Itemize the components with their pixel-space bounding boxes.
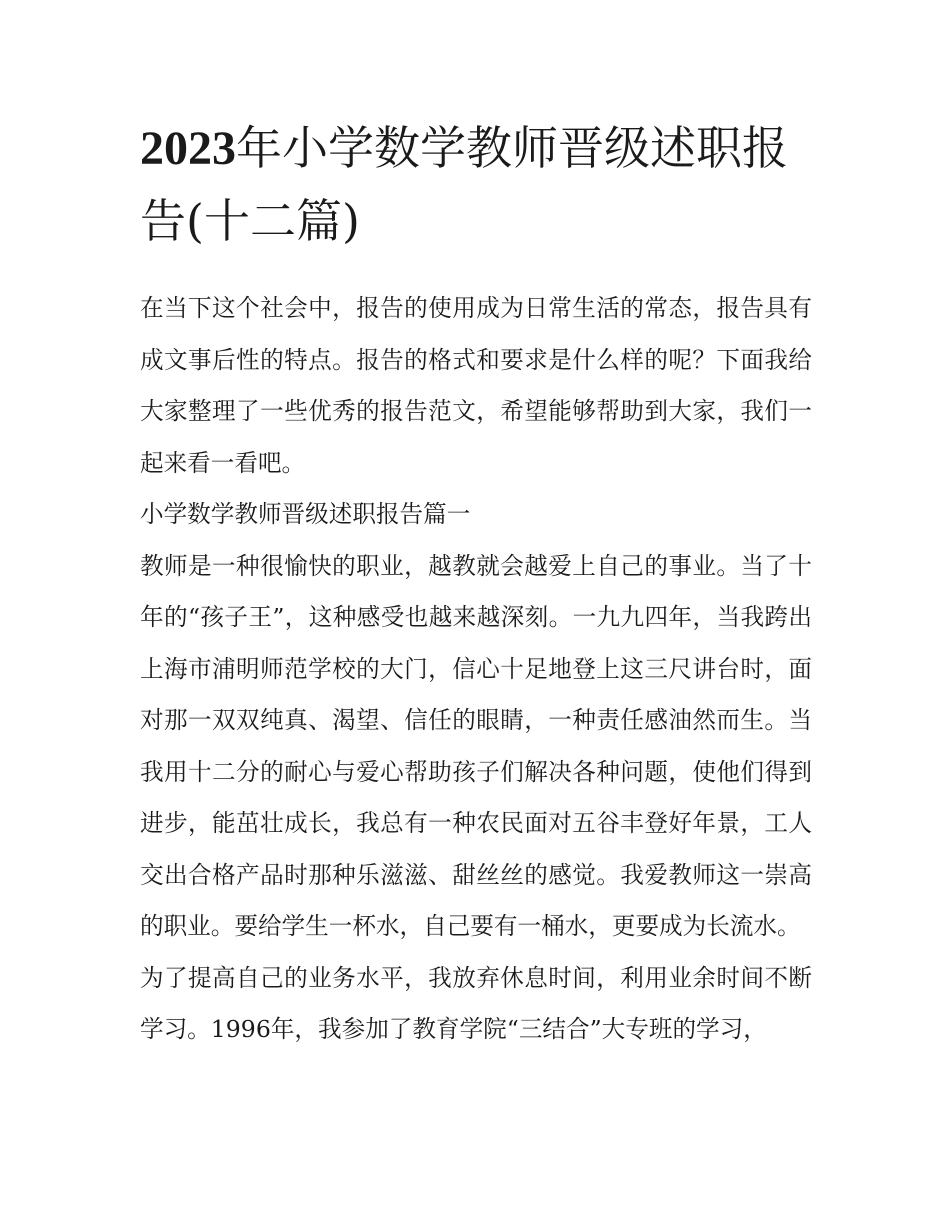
intro-paragraph: 在当下这个社会中，报告的使用成为日常生活的常态，报告具有成文事后性的特点。报告的格式和要求是什么样的呢？下面我给大家整理了一些优秀的报告范文，希望能够帮助到大家，我们一起来看一看吧。 (140, 294, 812, 477)
body-paragraph-2: 为了提高自己的业务水平，我放弃休息时间，利用业余时间不断学习。1996年，我参加了教育学院“三结合”大专班的学习， (140, 963, 812, 1043)
section-heading: 小学数学教师晋级述职报告篇一 (140, 500, 471, 528)
document-title (140, 112, 812, 257)
title-text: 年小学数学教师晋级述职报告(十二篇) (140, 121, 788, 248)
document-page (140, 112, 812, 1056)
title-year: 2023 (140, 122, 236, 175)
body-paragraph-1: 教师是一种很愉快的职业，越教就会越爱上自己的事业。当了十年的“孩子王”，这种感受也越来越深刻。一九九四年，当我跨出上海市浦明师范学校的大门，信心十足地登上这三尺讲台时，面对那一双双纯真、渴望、信任的眼睛，一种责任感油然而生。当我用十二分的耐心与爱心帮助孩子们解决各种问题，使他们得到进步，能茁壮成长，我总有一种农民面对五谷丰登好年景，工人交出合格产品时那种乐滋滋、甜丝丝的感觉。我爱教师这一崇高的职业。要给学生一杯水，自己要有一桶水，更要成为长流水。 (140, 551, 812, 940)
